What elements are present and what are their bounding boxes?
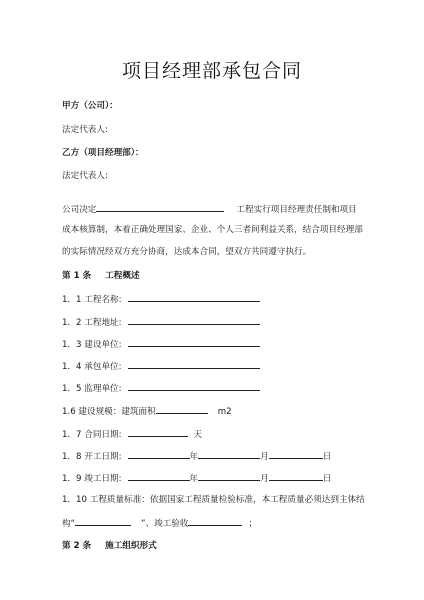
intro-line1-suffix: 工程实行项目经理责任制和项目 [236,205,357,215]
item-1-2-label: 1．2 工程地址: [62,318,122,328]
item-1-9-label: 1．9 竣工日期: [62,474,122,484]
contract-days-field [128,427,188,437]
finish-month-label: 月 [260,474,269,484]
item-1-5 [62,381,260,395]
article-1-number: 第 1 条 [62,271,92,281]
quality-quote-open: 构“ [62,519,76,529]
finish-year-field [128,471,190,481]
supervision-unit-field [128,381,260,391]
item-1-8-label: 1．8 开工日期: [62,452,122,462]
project-name-blank [96,202,224,212]
party-a-representative: 法定代表人: [62,125,108,135]
building-area-field [156,404,208,414]
item-1-1-label: 1．1 工程名称: [62,295,122,305]
start-year-field [128,449,190,459]
intro-line-1 [62,202,357,216]
item-1-10-line-1: 1．10 工程质量标准：依据国家工程质量检验标准，本工程质量必须达到主体结 [62,495,365,505]
start-month-field [198,449,260,459]
start-month-label: 月 [260,452,269,462]
project-name-field [128,292,260,302]
start-day-label: 日 [322,452,332,462]
item-1-3 [62,337,260,351]
finish-day-field [269,471,323,481]
party-b-representative: 法定代表人: [62,171,108,181]
line-end-punctuation: ； [248,519,258,529]
article-2-number: 第 2 条 [62,541,92,551]
party-a-label: 甲方（公司）： [62,101,118,111]
completion-acceptance-label: ”、竣工验收 [141,519,189,529]
item-1-7 [62,427,202,441]
days-unit: 天 [193,430,203,440]
area-unit: m2 [217,407,232,417]
article-1-heading [62,270,140,282]
article-2-title: 施工组织形式 [105,541,157,551]
item-1-1 [62,292,260,306]
start-day-field [269,449,323,459]
item-1-10-line-2 [62,516,257,530]
item-1-4-label: 1．4 承包单位: [62,362,122,372]
item-1-6-label: 1.6 建设规模：建筑面积 [62,407,156,417]
start-year-label: 年 [189,452,199,462]
structure-quality-field [75,516,131,526]
project-address-field [128,315,260,325]
contractor-field [128,359,260,369]
item-1-3-label: 1．3 建设单位: [62,340,122,350]
intro-line-3: 的实际情况经双方充分协商，达成本合同，望双方共同遵守执行。 [62,247,312,257]
item-1-9 [62,471,331,485]
article-2-heading [62,540,157,552]
item-1-2 [62,315,260,329]
item-1-8 [62,449,331,463]
finish-month-field [198,471,260,481]
party-b-label: 乙方（项目经理部）： [62,148,144,158]
intro-line-2: 成本核算制，本着正确处理国家、企业、个人三者间利益关系，结合项目经理部 [62,225,363,235]
finish-day-label: 日 [322,474,332,484]
item-1-4 [62,359,260,373]
finish-year-label: 年 [189,474,199,484]
article-1-title: 工程概述 [105,271,140,281]
intro-prefix: 公司决定 [62,205,97,215]
item-1-5-label: 1．5 监理单位: [62,384,122,394]
item-1-6 [62,404,232,418]
document-title: 项目经理部承包合同 [121,60,302,82]
acceptance-quality-field [188,516,242,526]
item-1-7-label: 1．7 合同日期: [62,430,122,440]
construction-unit-field [128,337,260,347]
